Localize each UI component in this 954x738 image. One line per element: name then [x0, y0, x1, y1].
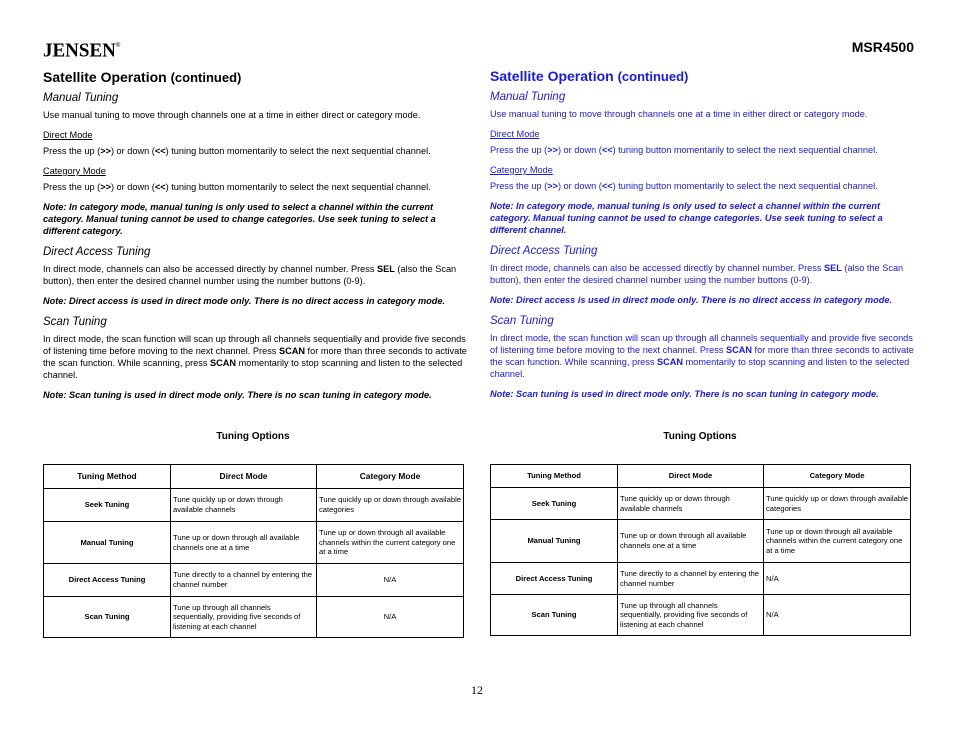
- direct-access-heading: Direct Access Tuning: [43, 246, 151, 258]
- section-title: Satellite Operation (continued): [490, 68, 689, 84]
- cell-method: Manual Tuning: [44, 522, 171, 564]
- cell-category: Tune quickly up or down through available categories: [317, 489, 464, 522]
- table-row: [491, 563, 911, 595]
- table-row: [44, 597, 464, 638]
- direct-mode-text: Press the up (>>) or down (<<) tuning button momentarily to select the next sequential channel.: [43, 146, 431, 156]
- direct-access-text: In direct mode, channels can also be accessed directly by channel number. Press SEL (also the Scan button), then enter the desired channel number using the number buttons (0-9).: [490, 263, 904, 285]
- header-direct-mode: Direct Mode: [171, 465, 317, 489]
- cell-direct: Tune up or down through all available channels one at a time: [618, 520, 764, 563]
- cell-category: N/A: [764, 563, 911, 595]
- cell-category: N/A: [317, 597, 464, 638]
- tuning-options-table-left: [43, 464, 464, 638]
- cell-method: Direct Access Tuning: [491, 563, 618, 595]
- table-row: [491, 520, 911, 563]
- cell-method: Seek Tuning: [44, 489, 171, 522]
- section-title: Satellite Operation (continued): [43, 69, 242, 85]
- cell-category: N/A: [317, 564, 464, 597]
- cell-category: Tune up or down through all available channels within the current category one at a time: [764, 520, 911, 563]
- table-row: [44, 522, 464, 564]
- jensen-logo: JENSEN®: [43, 39, 121, 62]
- direct-access-heading: Direct Access Tuning: [490, 245, 598, 257]
- cell-method: Seek Tuning: [491, 488, 618, 520]
- note-scan: Note: Scan tuning is used in direct mode only. There is no scan tuning in category mode.: [43, 390, 432, 400]
- table-row: [491, 488, 911, 520]
- cell-method: Scan Tuning: [44, 597, 171, 638]
- scan-text: In direct mode, the scan function will scan up through all channels sequentially and provide five seconds of listening time before moving to the next channel. Press SCAN for more than three seconds to activate the scan function. While scanning, press SCAN momentarily to stop scanning and listen to the selected channel.: [490, 333, 914, 379]
- header-tuning-method: Tuning Method: [491, 465, 618, 488]
- tuning-options-table-right: [490, 464, 911, 636]
- cell-category: Tune up or down through all available channels within the current category one at a time: [317, 522, 464, 564]
- table-caption-left: Tuning Options: [216, 431, 290, 442]
- cell-method: Direct Access Tuning: [44, 564, 171, 597]
- direct-mode-label: Direct Mode: [490, 129, 540, 139]
- direct-access-text: In direct mode, channels can also be accessed directly by channel number. Press SEL (also the Scan button), then enter the desired channel number using the number buttons (0-9).: [43, 264, 457, 286]
- cell-category: Tune quickly up or down through available categories: [764, 488, 911, 520]
- note-scan: Note: Scan tuning is used in direct mode only. There is no scan tuning in category mode.: [490, 389, 879, 399]
- cell-direct: Tune quickly up or down through available channels: [171, 489, 317, 522]
- table-header-row: [44, 465, 464, 489]
- manual-tuning-text: Use manual tuning to move through channels one at a time in either direct or category mode.: [490, 109, 868, 119]
- category-mode-text: Press the up (>>) or down (<<) tuning button momentarily to select the next sequential channel.: [43, 182, 431, 192]
- header-category-mode: Category Mode: [317, 465, 464, 489]
- scan-heading: Scan Tuning: [490, 315, 554, 327]
- cell-direct: Tune up through all channels sequentially, providing five seconds of listening at each channel: [618, 595, 764, 636]
- table-row: [44, 489, 464, 522]
- cell-direct: Tune up or down through all available channels one at a time: [171, 522, 317, 564]
- page-number: 12: [471, 683, 483, 697]
- cell-direct: Tune directly to a channel by entering the channel number: [171, 564, 317, 597]
- direct-mode-label: Direct Mode: [43, 130, 93, 140]
- note-direct: Note: Direct access is used in direct mode only. There is no direct access in category mode.: [490, 295, 893, 305]
- header-tuning-method: Tuning Method: [44, 465, 171, 489]
- cell-method: Manual Tuning: [491, 520, 618, 563]
- header-category-mode: Category Mode: [764, 465, 911, 488]
- cell-direct: Tune directly to a channel by entering the channel number: [618, 563, 764, 595]
- left-column: [43, 68, 469, 409]
- table-row: [491, 595, 911, 636]
- category-mode-label: Category Mode: [490, 165, 553, 175]
- manual-tuning-text: Use manual tuning to move through channels one at a time in either direct or category mode.: [43, 110, 421, 120]
- manual-tuning-heading: Manual Tuning: [43, 92, 119, 104]
- table-caption-right: Tuning Options: [663, 431, 737, 442]
- table-row: [44, 564, 464, 597]
- table-header-row: [491, 465, 911, 488]
- cell-direct: Tune quickly up or down through available channels: [618, 488, 764, 520]
- right-column: [490, 67, 916, 408]
- cell-direct: Tune up through all channels sequentially, providing five seconds of listening at each channel: [171, 597, 317, 638]
- note-category: Note: In category mode, manual tuning is only used to select a channel within the current category. Manual tuning cannot be used to change categories. Use seek tuning to select a different channel.: [490, 201, 883, 235]
- note-category: Note: In category mode, manual tuning is only used to select a channel within the current category. Manual tuning cannot be used to change categories. Use seek tuning to select a different category.: [43, 202, 436, 236]
- scan-text: In direct mode, the scan function will scan up through all channels sequentially and provide five seconds of listening time before moving to the next channel. Press SCAN for more than three seconds to activate the scan function. While scanning, press SCAN momentarily to stop scanning and listen to the selected channel.: [43, 334, 467, 380]
- cell-category: N/A: [764, 595, 911, 636]
- category-mode-text: Press the up (>>) or down (<<) tuning button momentarily to select the next sequential channel.: [490, 181, 878, 191]
- model-number: MSR4500: [851, 39, 914, 55]
- scan-heading: Scan Tuning: [43, 316, 107, 328]
- header-direct-mode: Direct Mode: [618, 465, 764, 488]
- cell-method: Scan Tuning: [491, 595, 618, 636]
- category-mode-label: Category Mode: [43, 166, 106, 176]
- note-direct: Note: Direct access is used in direct mode only. There is no direct access in category mode.: [43, 296, 446, 306]
- direct-mode-text: Press the up (>>) or down (<<) tuning button momentarily to select the next sequential channel.: [490, 145, 878, 155]
- manual-tuning-heading: Manual Tuning: [490, 91, 566, 103]
